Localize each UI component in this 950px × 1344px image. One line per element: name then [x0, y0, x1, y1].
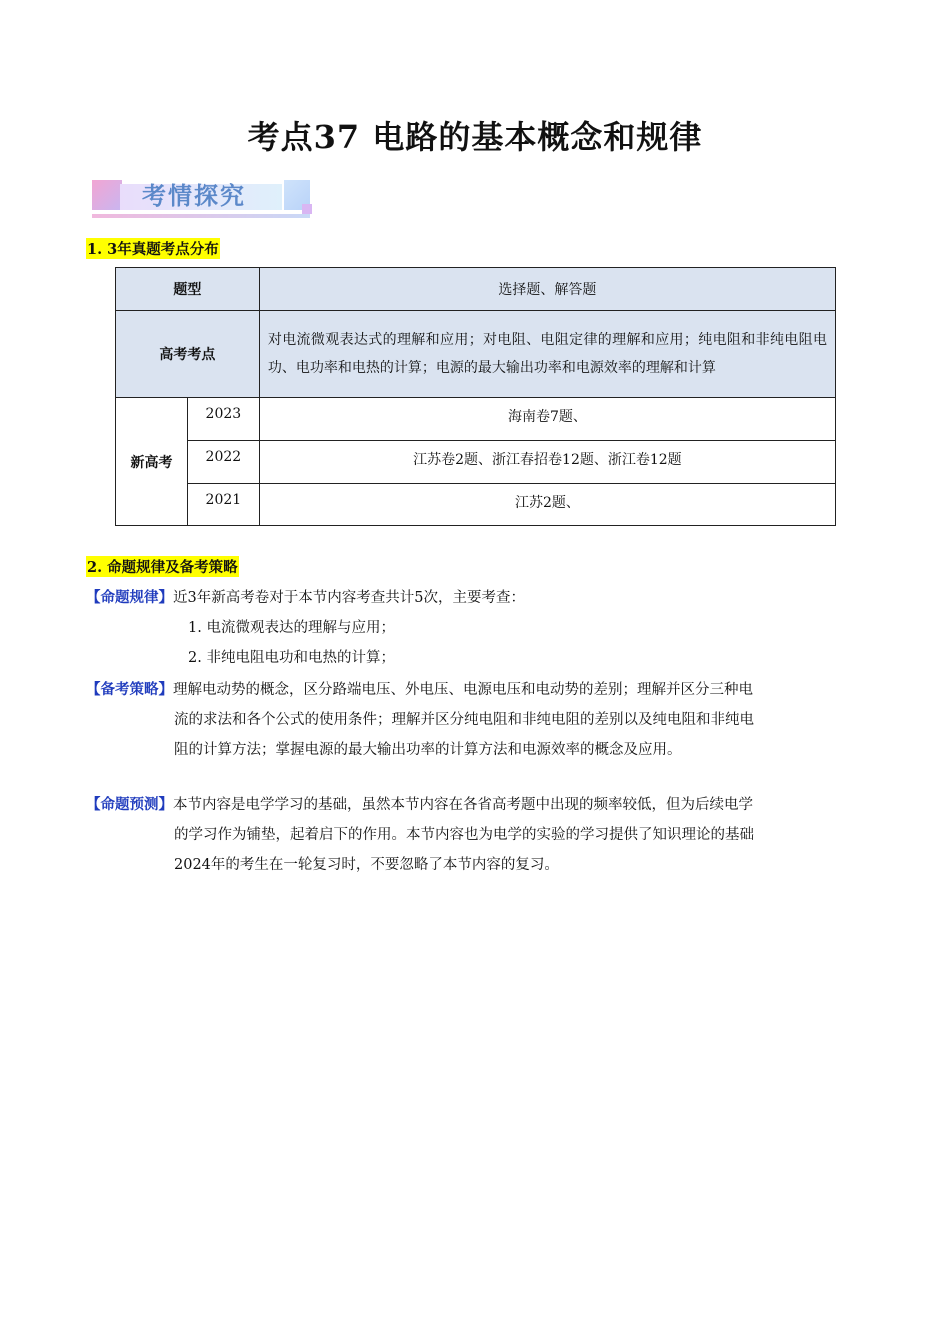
type-label-cell: 题型 [116, 268, 260, 311]
table-row [116, 441, 836, 484]
table-row [116, 268, 836, 311]
table-row [116, 398, 836, 441]
papers-cell: 江苏2题、 [259, 484, 835, 526]
section2-heading: 2. 命题规律及备考策略 [86, 556, 239, 577]
rule-tag: 【命题规律】 [86, 589, 173, 606]
forecast-line: 本节内容是电学学习的基础，虽然本节内容在各省高考题中出现的频率较低，但为后续电学 [173, 797, 753, 813]
strategy-paragraph [86, 675, 876, 765]
group-label-cell: 新高考 [116, 398, 188, 526]
list-item: 1. 电流微观表达的理解与应用； [188, 620, 395, 636]
points-label-cell: 高考考点 [116, 311, 260, 398]
section-banner [90, 178, 312, 222]
list-item: 2. 非纯电阻电功和电热的计算； [188, 650, 395, 666]
table-row [116, 484, 836, 526]
banner-decoration-corner [302, 204, 312, 214]
points-value-cell: 对电流微观表达式的理解和应用；对电阻、电阻定律的理解和应用；纯电阻和非纯电阻电功、电功率和电热的计算；电源的最大输出功率和电源效率的理解和计算 [259, 311, 835, 398]
section1-heading: 1. 3年真题考点分布 [86, 238, 220, 259]
strategy-line: 流的求法和各个公式的使用条件；理解并区分纯电阻和非纯电阻的差别以及纯电阻和非纯电 [174, 712, 754, 728]
papers-cell: 江苏卷2题、浙江春招卷12题、浙江卷12题 [259, 441, 835, 484]
strategy-tag: 【备考策略】 [86, 681, 173, 698]
year-cell: 2022 [187, 441, 259, 484]
table-row [116, 311, 836, 398]
strategy-line: 理解电动势的概念，区分路端电压、外电压、电源电压和电动势的差别；理解并区分三种电 [173, 682, 753, 698]
year-cell: 2021 [187, 484, 259, 526]
year-cell: 2023 [187, 398, 259, 441]
page-title: 考点37 电路的基本概念和规律 [247, 118, 703, 156]
rule-paragraph [86, 583, 525, 613]
type-value-cell: 选择题、解答题 [259, 268, 835, 311]
banner-underline [92, 214, 310, 218]
forecast-line: 2024年的考生在一轮复习时，不要忽略了本节内容的复习。 [174, 857, 559, 873]
banner-label: 考情探究 [142, 182, 246, 210]
exam-distribution-table [115, 267, 836, 526]
papers-cell: 海南卷7题、 [259, 398, 835, 441]
forecast-tag: 【命题预测】 [86, 796, 173, 813]
banner-decoration-left [92, 180, 122, 210]
forecast-paragraph [86, 790, 876, 880]
strategy-line: 阻的计算方法；掌握电源的最大输出功率的计算方法和电源效率的概念及应用。 [174, 742, 682, 758]
rule-intro: 近3年新高考卷对于本节内容考查共计5次，主要考查： [173, 590, 525, 606]
forecast-line: 的学习作为铺垫，起着启下的作用。本节内容也为电学的实验的学习提供了知识理论的基础 [174, 827, 754, 843]
